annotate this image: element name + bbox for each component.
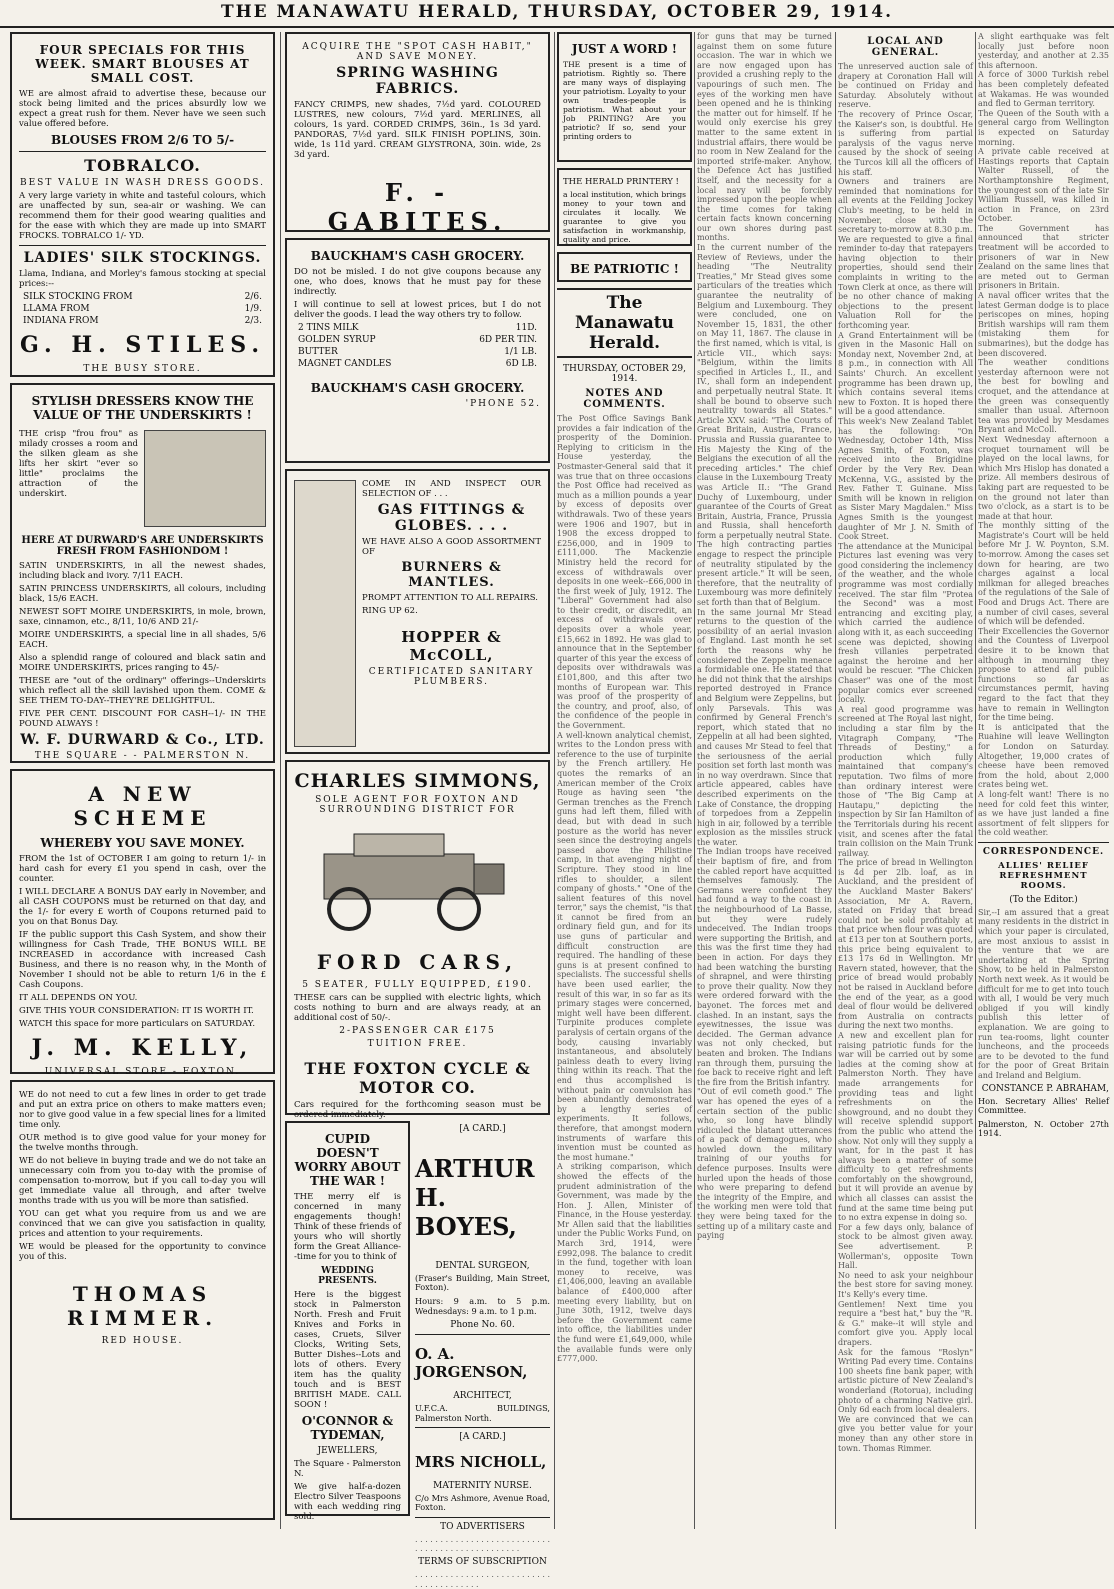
article-text: This week's New Zealand Tablet has the following: "On Wednesday, October 14th, Miss Agnes Smith, of Foxton, was received into the Brigidine Order by the Very Rev. Dean McKenna, V.G., assisted by the Rev. Father T. Guinane. Miss Smith will be known in religion as Sister Mary Magdalen." Miss Agnes Smith is the youngest daughter of Mr J. N. Smith of Cook Street. xyxy=(838,416,973,542)
cupid-title: CUPID DOESN'T WORRY ABOUT THE WAR ! xyxy=(294,1132,401,1188)
rimmer-line: WE do not believe in buying trade and we do not take an unnecessary coin from you to-day with the promise of compensation to-morrow, but if you call to-day you will get immediate value all through, and after twelve months trade with us you will be more than satisfied. xyxy=(19,1156,266,1206)
durward-heading: HERE AT DURWARD'S ARE UNDERSKIRTS FRESH FROM FASHIONDOM ! xyxy=(21,535,264,557)
advertisers-title: TO ADVERTISERS xyxy=(440,1521,525,1532)
article-text: A long-felt want! There is no need for cold feet this winter, as we have just landed a fine assortment of felt slippers for the cold weather. xyxy=(978,789,1109,838)
stiles-subtitle: THE BUSY STORE. xyxy=(83,364,202,374)
column-rule xyxy=(280,32,281,1529)
durward-name: W. F. DURWARD & Co., LTD. xyxy=(20,732,265,748)
column-3 xyxy=(557,32,692,1529)
boyes-hours: Hours: 9 a.m. to 5 p.m. Wednesdays: 9 a.m. to 1 p.m. xyxy=(415,1296,550,1316)
hopper-advert xyxy=(285,469,550,754)
bauckham-advert xyxy=(285,238,550,463)
ford-text: THESE cars can be supplied with electric lights, which costs nothing to burn and are always ready, at an additional cost of 50/-. xyxy=(294,993,541,1023)
durward-line: Also a splendid range of coloured and black satin and MOIRE UNDERSKIRTS, prices ranging to 45/- xyxy=(19,653,266,673)
price-row: GOLDEN SYRUP 6D PER TIN. xyxy=(298,335,537,345)
article-text: The Government has announced that stricter treatment will be accorded to prisoners of war in New Zealand on the same lines that are meted out to German prisoners in Britain. xyxy=(978,223,1109,291)
column-rule xyxy=(694,32,695,1529)
herald-printery-advert-2 xyxy=(557,168,692,246)
herald-printery-advert xyxy=(557,32,692,162)
blouses-title: FOUR SPECIALS FOR THIS WEEK. SMART BLOUSES AT SMALL COST. xyxy=(35,43,250,85)
article-text: No need to ask your neighbour the best store for saving money. It's Kelly's every time. xyxy=(838,1270,973,1299)
divider xyxy=(978,842,1109,843)
paper-name: The Manawatu Herald. xyxy=(557,288,692,358)
signature-role: Hon. Secretary Allies' Relief Committee. xyxy=(978,1095,1109,1116)
kelly-line: IT ALL DEPENDS ON YOU. xyxy=(19,993,138,1003)
architect: ARCHITECT, xyxy=(453,1391,512,1402)
just-a-word-text: THE present is a time of patriotism. Rightly so. There are many ways of displaying your patriotism. Loyalty to your own trades-people is patriotism. What about your Job PRINTING? Are you patriotic? If so, send your printing orders to xyxy=(563,60,686,141)
be-patriotic-text: BE PATRIOTIC ! xyxy=(570,262,679,276)
stock-row: INDIANA FROM 2/3. xyxy=(23,316,262,326)
article-text: Next Wednesday afternoon a croquet tournament will be played on the local lawns, for which Mrs Hislop has donated a prize. All members desirous of taking part are requested to be on the ground not later than two o'clock, as a start is to be made at that hour. xyxy=(978,434,1109,521)
durward-line: NEWEST SOFT MOIRE UNDERSKIRTS, in mole, brown, saxe, cinnamon, etc., 8/11, 10/6 AND 21/- xyxy=(19,607,266,627)
price-row: MAGNET CANDLES 6D LB. xyxy=(298,359,537,369)
boyes-title: DENTAL SURGEON, xyxy=(435,1260,530,1271)
cupid-sub: WEDDING PRESENTS. xyxy=(318,1266,377,1286)
boyes-name: ARTHUR H. BOYES, xyxy=(415,1153,535,1241)
local-general-title: LOCAL AND GENERAL. xyxy=(867,36,944,58)
ford-tuition: TUITION FREE. xyxy=(367,1039,468,1049)
lower-adverts xyxy=(285,1121,550,1589)
bauckham-phone: 'PHONE 52. xyxy=(465,399,541,409)
simmons-sub: SOLE AGENT FOR FOXTON AND SURROUNDING DISTRICT FOR xyxy=(315,795,520,815)
kelly-line: IF the public support this Cash System, and show their willingness for Cash Trade, THE BONUS WILL BE INCREASED in accordance with increased Cash Business, and there is no reason why, in the Month of November I should not be able to return 1/6 in the £ Cash Coupons. xyxy=(19,930,266,990)
ford-two-seater: 2-PASSENGER CAR £175 xyxy=(339,1026,496,1036)
fill-text: . . . . . . . . . . . . . . . . . . . . . . . . . . . . . . . . . . . . . . . . xyxy=(415,1569,550,1589)
allies-title: ALLIES' RELIEF REFRESHMENT ROOMS. xyxy=(998,860,1089,891)
ford-car-illustration xyxy=(294,824,524,934)
tobralco-subtitle: BEST VALUE IN WASH DRESS GOODS. xyxy=(19,178,266,188)
stockings-text: Llama, Indiana, and Morley's famous stocking at special prices:-- xyxy=(19,269,266,289)
cupid-text: THE merry elf is concerned in many engagements though! Think of these friends of yours who will shortly form the Great Alliance--time for you to think of xyxy=(294,1192,401,1262)
bauckham-text: I will continue to sell at lowest prices, but I do not deliver the goods. I lead the way others try to follow. xyxy=(294,300,541,320)
article-text: The recovery of Prince Oscar, the Kaiser's son, is doubtful. He is suffering from partial paralysis of the vagus nerve caused by the shock of seeing the Turcos kill all the officers of his staff. xyxy=(838,109,973,177)
rimmer-address: RED HOUSE. xyxy=(101,1336,184,1346)
hopper-line: COME IN AND INSPECT OUR SELECTION OF . . . xyxy=(362,479,541,499)
column-5 xyxy=(838,32,973,1529)
article-text: A well-known analytical chemist, writes to the London press with reference to the use of turpinite by the French artillery. He quotes the remarks of an American member of the Croix Rouge as having seen "the German trenches as the French guns had left them, filled with dead, but with dead in such posture as the world has never seen since the destroying angels passed above the Philistine camp, in that avenging night of Scripture. They stood in line rifles to shoulder, a silent company of ghosts." "One of the salient features of this novel terror," says the chemist, "is that it cannot be fired from an ordinary field gun, and for its use guns of particular and difficult construction are required. The handling of these guns is at present confined to specialists. The successful shells have been used earlier, the result of this war, in so far as its primary stages were concerned, might well have been different. Turpinite produces complete paralysis of certain organs of the body, causing invariably instantaneous, and absolutely painless death to every living thing within its reach. That the end thus accomplished is without pain or convulsion has been abundantly demonstrated by a lengthy series of experiments. It follows, therefore, that amongst modern instruments of warfare this invention must be counted as the most humane." xyxy=(557,730,692,1162)
kelly-name: J. M. KELLY, xyxy=(31,1035,254,1061)
kelly-advert xyxy=(10,769,275,1077)
jorgenson-name: O. A. JORGENSON, xyxy=(415,1345,528,1382)
to-editor: (To the Editor.) xyxy=(1009,894,1078,905)
rimmer-advert xyxy=(10,1080,275,1520)
oconnor-name: O'CONNOR & TYDEMAN, xyxy=(301,1414,394,1442)
signature-date: Palmerston, N. October 27th 1914. xyxy=(978,1118,1109,1139)
hopper-ring: RING UP 62. xyxy=(362,606,418,616)
just-a-word-text-2: a local institution, which brings money to your town and circulates it locally. We guarantee to give you satisfaction in workmanship, quality and price. xyxy=(563,190,686,244)
gas-lamp-illustration xyxy=(294,480,356,747)
kelly-line: WATCH this space for more particulars on SATURDAY. xyxy=(19,1019,256,1029)
cupid-advert xyxy=(285,1121,410,1522)
cycle-text: Cars required for the forthcoming season must be ordered immediately. xyxy=(294,1100,541,1120)
gabites-top: ACQUIRE THE "SPOT CASH HABIT," AND SAVE MONEY. xyxy=(302,42,533,62)
bauckham-text: DO not be misled. I do not give coupons because any one, who does, knows that he must pay for these indirectly. xyxy=(294,267,541,297)
article-text: The monthly sitting of the Magistrate's Court will be held before Mr J. W. Poynton, S.M. to-morrow. Among the cases set down for hearing, are two charges against a local milkman for alleged breaches of the regulations of the Sale of Food and Drugs Act. There are a number of civil cases, several of which will be defended. xyxy=(978,521,1109,627)
tobralco-title: TOBRALCO. xyxy=(84,156,201,175)
herald-signature: THE HERALD PRINTERY ! xyxy=(563,177,679,187)
article-text: for guns that may be turned against them on some future occasion. The war in which we are now engaged upon has provided a crushing reply to the vapourings of such men. The eyes of the working men have been opened and he is thinking the matter out for himself. If he would only exercise his grey matter to the same extent in industrial affairs, there would be no room in New Zealand for the imported strife-maker. Anyhow, the Defence Act has justified itself, and the necessity for a local navy will be forcibly impressed upon the people when the time comes for taking certain facts known concerning our own shores during past months. xyxy=(697,32,832,243)
stockings-title: LADIES' SILK STOCKINGS. xyxy=(23,250,262,266)
blouses-price: BLOUSES FROM 2/6 TO 5/- xyxy=(50,133,235,147)
durward-line: MOIRE UNDERSKIRTS, a special line in all shades, 5/6 EACH. xyxy=(19,630,266,650)
article-text: A new and excellent plan for raising patriotic funds for the war will be carried out by some ladies at the coming show at Palmerston North. They have made arrangements for providing teas and light refreshments on the showground, and no doubt they will receive splendid support from the public who attend the show. Not only will they supply a want, for in the past it has always been a matter of some difficulty to get refreshments comfortably on the showground, but it will provide an avenue by which all classes can assist the fund at the same time being put to no extra expense in doing so. xyxy=(838,1030,973,1223)
article-text: In the current number of the Review of Reviews, under the heading "The Neutrality Treaties," Mr Stead gives some particulars of the treaties which guarantee the neutrality of Belgium and Luxembourg. They were concluded, one on November 15, 1831, the other on May 11, 1867. The clause in the first named, which is vital, is Article VII., which says: "Belgium, within the limits specified in Articles I., II., and IV., shall form an independent and perpetually neutral State. It shall be bound to observe such neutrality towards all States." Article XXV. said: "The Courts of Great Britain, Austria, France, Prussia and Russia guarantee to His Majesty the King of the Belgians the execution of all the preceding articles." The chief clause in the Luxembourg Treaty was Article II.: "The Grand Duchy of Luxembourg, under guarantee of the Courts of Great Britain, Austria, France, Prussia and Russia, shall henceforth form a perpetually neutral State. The high contracting parties engage to respect the principle of neutrality stipulated by the present article." It will be seen, therefore, that the neutrality of Luxembourg was more definitely set forth than that of Belgium. xyxy=(697,243,832,608)
article-text: The attendance at the Municipal Pictures last evening was very good considering the inclemency of the weather, and the whole programme was most cordially received. The star film "Protea the Second" was a most entrancing and exciting play, which carried the audience along with it, as each succeeding scene was depicted, showing fresh villanies perpetrated against the heroine and her would be rescuer. "The Chicken Chaser" was one of the most popular comics ever screened locally. xyxy=(838,541,973,705)
date-line: THURSDAY, OCTOBER 29, 1914. xyxy=(562,364,686,384)
stock-row: SILK STOCKING FROM 2/6. xyxy=(23,292,262,302)
column-6 xyxy=(978,32,1109,1529)
stiles-advert xyxy=(10,32,275,377)
cards-column xyxy=(415,1121,550,1589)
hopper-title: GAS FITTINGS & GLOBES. . . . xyxy=(377,502,526,534)
article-text: Sir,--I am assured that a great many residents in the district in which your paper is circulated, are most anxious to assist in the venture that we are undertaking at the Spring Show, to be held in Palmerston North next week. As it would be difficult for me to get into touch with all, I would be very much obliged if you will kindly publish this letter of explanation. We are going to run tea-rooms, light counter luncheons, and the proceeds are to be devoted to the fund for the poor of Great Britain and Ireland and Belgium. xyxy=(978,907,1109,1080)
article-text: The unreserved auction sale of drapery at Coronation Hall will be continued on Friday and Saturday. Absolutely without reserve. xyxy=(838,62,973,110)
rimmer-line: WE do not need to cut a few lines in order to get trade and put an extra price on others to make matters even; nor to give good value in a few special lines for a limited time only. xyxy=(19,1090,266,1130)
price-row: 2 TINS MILK 11D. xyxy=(298,323,537,333)
article-text: It is anticipated that the Ruahine will leave Wellington for London on Saturday. Altogether, 19,000 crates of cheese have been removed from the hold, about 2,000 crates being wet. xyxy=(978,722,1109,790)
blouses-text: WE are almost afraid to advertise these, because our stock being limited and the prices absurdly low we expect a great rush for them. Never have we seen such value offered before. xyxy=(19,89,266,129)
kelly-subtitle: WHEREBY YOU SAVE MONEY. xyxy=(40,836,245,850)
article-text: Owners and trainers are reminded that nominations for all events at the Feilding Jockey Club's meeting, to be held in November, close with the secretary to-morrow at 8.30 p.m. xyxy=(838,177,973,235)
divider xyxy=(415,1427,550,1428)
kelly-line: FROM the 1st of OCTOBER I am going to return 1/- in hard cash for every £1 you spend in cash, over the counter. xyxy=(19,854,266,884)
rimmer-name: THOMAS RIMMER. xyxy=(66,1282,219,1330)
article-text: A private cable received at Hastings reports that Captain Walter Russell, of the Northamptonshire Regiment, the youngest son of the late Sir William Russell, was killed in action in France, on 23rd October. xyxy=(978,147,1109,224)
gabites-text: FANCY CRIMPS, new shades, 7½d yard. COLOURED LUSTRES, new colours, 7½d yard. MERLINES, all colours, 1s yard. CORDED CRIMPS, 36in., 1s 3d yard. PANDORAS, 7½d yard. SILK FINISH POPLINS, 30in. wide, 1s 11d yard. CREAM GLYSTRONA, 30in. wide, 2s 3d yard. xyxy=(294,100,541,160)
hopper-title2: BURNERS & MANTLES. xyxy=(401,560,502,590)
stiles-name: G. H. STILES. xyxy=(20,332,265,358)
kelly-line: I WILL DECLARE A BONUS DAY early in November, and all CASH COUPONS must be returned on that day, and the 1/- for every £ worth of Coupons returned paid to you on that Bonus Day. xyxy=(19,887,266,927)
masthead: THE MANAWATU HERALD, THURSDAY, OCTOBER 29, 1914. xyxy=(0,0,1114,28)
stock-row: LLAMA FROM 1/9. xyxy=(23,304,262,314)
be-patriotic xyxy=(557,252,692,282)
dressers-title: STYLISH DRESSERS KNOW THE VALUE OF THE UNDERSKIRTS ! xyxy=(31,394,254,422)
article-text: Ask for the famous "Roslyn" Writing Pad every time. Contains 100 sheets fine bank paper, with artistic picture of New Zealand's wonderland (Rotorua), including photo of a charming Native girl. Only 6d each from local dealers. xyxy=(838,1347,973,1415)
hopper-sub: WE HAVE ALSO A GOOD ASSORTMENT OF xyxy=(362,537,541,557)
durward-line: THESE are "out of the ordinary" offerings--Underskirts which reflect all the skill lavished upon them. COME & SEE THEM TO-DAY--THEY'RE DELIGHTFUL. xyxy=(19,676,266,706)
bauckham-title: BAUCKHAM'S CASH GROCERY. xyxy=(310,249,525,263)
jewellers: JEWELLERS, xyxy=(317,1446,378,1456)
column-rule xyxy=(554,32,555,1529)
article-text: A naval officer writes that the latest German dodge is to place periscopes on mines, hoping British warships will ram them (mistaking them for submarines), but the dodge has been discovered. xyxy=(978,291,1109,358)
hopper-trade: CERTIFICATED SANITARY PLUMBERS. xyxy=(368,667,535,687)
just-a-word-title: JUST A WORD ! xyxy=(571,42,678,56)
kelly-line: GIVE THIS YOUR CONSIDERATION: IT IS WORTH IT. xyxy=(19,1006,254,1016)
article-text: For a few days only, balance of stock to be almost given away. See advertisement. P. Wollerman's, opposite Town Hall. xyxy=(838,1222,973,1271)
boyes-phone: Phone No. 60. xyxy=(450,1320,515,1331)
gabites-title: SPRING WASHING FABRICS. xyxy=(336,65,499,97)
divider xyxy=(19,245,266,246)
article-text: The Post Office Savings Bank provides a fair indication of the prosperity of the Dominion. Replying to criticism in the House yesterday, the Postmaster-General said that it was true that on three occasions the Post Office had received as much as a million pounds a year by excess of deposits over withdrawals. Two of these years were 1906 and 1907, but in 1908 the excess dropped to £256,000, and in 1909 to £111,000. The Mackenzie Ministry held the record for excess of withdrawals over deposits in one week--£66,000 in the first week of July, 1912. The "Liberal" Government had also to their credit, or discredit, an excess of withdrawals over deposits over a whole year, £15,662 in 1892. He was glad to announce that in the September quarter of this year the excess of deposits over withdrawals was £101,800, and this after two months of European war. This was proof of the prosperity of the country, and proof, also, of the confidence of the people in the Government. xyxy=(557,414,692,730)
hopper-name: HOPPER & McCOLL, xyxy=(401,628,502,664)
article-text: A striking comparison, which showed the effects of the prudent administration of the Government, was made by the Hon. J. Allen, Minister of Finance, in the House yesterday. Mr Allen said that the liabilities under the Public Works Fund, on March 3rd, 1914, were £992,098. The balance to credit in the fund, together with loan money to receive, was £1,406,000, leaving an available balance of £400,000 after meeting every liability, but on June 30th, 1912, twelve days before the Government came into office, the liabilities under the fund were £1,649,000, while the available funds were only £777,000. xyxy=(557,1162,692,1364)
durward-line: SATIN PRINCESS UNDERSKIRTS, all colours, including black, 15/6 EACH. xyxy=(19,584,266,604)
kelly-title: A NEW SCHEME xyxy=(73,782,212,830)
article-text: The Queen of the South with a general cargo from Wellington is expected on Saturday morning. xyxy=(978,108,1109,147)
simmons-name: CHARLES SIMMONS, xyxy=(294,770,541,792)
divider xyxy=(415,1517,550,1518)
durward-address: THE SQUARE - - PALMERSTON N. xyxy=(34,751,251,761)
column-1 xyxy=(10,32,275,1529)
ford-title: FORD CARS, xyxy=(316,950,519,974)
jorgenson-address: U.F.C.A. BUILDINGS, Palmerston North. xyxy=(415,1403,550,1423)
nicholl-name: MRS NICHOLL, xyxy=(415,1452,547,1471)
article-text: The Indian troops have received their baptism of fire, and from the cabled report have acquitted themselves famously. The Germans were confident they had found a way to the coast in the neighbourhood of La Basse, but they were rudely undeceived. The Indian troops were supporting the British, and this was the first time they had been in action. For days they had been watching the bursting of shrapnel, and were thirsting to prove their quality. Now they were ordered forward with the bayonet. The forces met and clashed. In an instant, says the eyewitnesses, the issue was decided. The German advance was not only checked, but beaten and broken. The Indians ran through them, pursuing the foe back to receive right and left the fire from the British infantry. xyxy=(697,847,832,1087)
rimmer-line: WE would be pleased for the opportunity to convince you of this. xyxy=(19,1242,266,1262)
article-text: A Grand Entertainment will be given in the Masonic Hall on Monday next, November 2nd, at 8 p.m., in connection with All Saints' Church. An excellent programme has been drawn up, which contains several items new to Foxton. It is hoped there will be a good attendance. xyxy=(838,330,973,417)
article-text: The weather conditions yesterday afternoon were not the best for bowling and croquet, and the attendance at the green was consequently smaller than usual. Afternoon tea was provided by Mesdames Bryant and McColl. xyxy=(978,358,1109,435)
article-text: We are requested to give a final reminder to-day that ratepayers having objection to their properties, should send their complaints in writing to the Town Clerk at once, as there will be no other chance of making objections to the present Valuation Roll for the forthcoming year. xyxy=(838,234,973,331)
divider xyxy=(19,151,266,152)
card-label: [A CARD.] xyxy=(459,1124,506,1134)
card-label: [A CARD.] xyxy=(459,1432,506,1443)
dressers-text: THE crisp "frou frou" as milady crosses a room and the silken gleam as she lifts her skirt "ever so little" proclaims the attraction of the underskirt. xyxy=(19,429,138,499)
article-text: A slight earthquake was felt locally just before noon yesterday, and another at 2.35 this afternoon. xyxy=(978,32,1109,70)
article-text: A force of 3000 Turkish rebel has been completely defeated at Wakamas. He was wounded and fled to German territory. xyxy=(978,70,1109,109)
durward-line: SATIN UNDERSKIRTS, in all the newest shades, including black and ivory. 7/11 EACH. xyxy=(19,561,266,581)
ford-sub: 5 SEATER, FULLY EQUIPPED, £190. xyxy=(302,980,533,990)
fill-text: . . . . . . . . . . . . . . . . . . . . . . . . . . . . . . . . . . . . . . . . . . . . . . . . xyxy=(415,1534,550,1554)
oconnor-text: We give half-a-dozen Electro Silver Teaspoons with each wedding ring sold. xyxy=(294,1482,401,1522)
notes-title: NOTES AND COMMENTS. xyxy=(583,388,666,410)
correspondence-title: CORRESPONDENCE. xyxy=(982,846,1105,857)
cupid-text2: Here is the biggest stock in Palmerston North. Fresh and Fruit Knives and Forks in cases, Cruets, Silver Clocks, Writing Sets, Butter Dishes--Lots and lots of others. Every item has the quality touch and is BEST BRITISH MADE. CALL SOON ! xyxy=(294,1290,401,1410)
column-2 xyxy=(285,32,550,1589)
kelly-address: UNIVERSAL STORE - FOXTON. xyxy=(44,1067,241,1077)
gabites-advert xyxy=(285,32,550,236)
ladies-illustration xyxy=(144,430,266,527)
rimmer-line: OUR method is to give good value for your money for the twelve months through. xyxy=(19,1133,266,1153)
column-4 xyxy=(697,32,832,1529)
article-text: "Out of evil cometh good." The war has opened the eyes of a certain section of the public who, so long have blindly ridiculed the blatant utterances of a pack of demagogues, who howled down the military training of our youths for defence purposes. Insults were hurled upon the heads of those who were preparing to defend the integrity of the Empire, and the working men were told that they were being taxed for the setting up of a military caste and paying xyxy=(697,1087,832,1241)
article-text: Their Excellencies the Governor and the Countess of Liverpool desire it to be known that although in mourning they propose to attend all public functions so far as circumstances permit, having regard to the fact that they have to remain in Wellington for the time being. xyxy=(978,626,1109,723)
hopper-sub2: PROMPT ATTENTION TO ALL REPAIRS. xyxy=(362,593,538,603)
nurse: MATERNITY NURSE. xyxy=(433,1480,532,1491)
article-text: The price of bread in Wellington is 4d per 2lb. loaf, as in Auckland, and the president of the Auckland Master Bakers' Association, Mr A. Ravern, stated on Friday that bread could not be sold profitably at that price when flour was quoted at £13 per ton at Southern ports, this price being equivalent to £13 17s 6d in Wellington. Mr Ravern stated, however, that the price of bread would probably not be raised in Auckland before the end of the year, as a good deal of flour would be delivered from Australia on contracts during the next two months. xyxy=(838,858,973,1031)
bauckham-name: BAUCKHAM'S CASH GROCERY. xyxy=(310,381,525,395)
signature: CONSTANCE P. ABRAHAM, xyxy=(981,1083,1109,1094)
nicholl-address: C/o Mrs Ashmore, Avenue Road, Foxton. xyxy=(415,1492,550,1513)
oconnor-address: The Square - Palmerston N. xyxy=(294,1459,401,1479)
durward-advert xyxy=(10,383,275,763)
gabites-name: F. - GABITES. xyxy=(327,178,508,236)
subscription-title: TERMS OF SUBSCRIPTION xyxy=(418,1556,547,1567)
article-text: A real good programme was screened at The Royal last night, including a star film by the Vitagraph Company, "The Threads of Destiny," a production which fully maintained that company's reputation. Two films of more than ordinary interest were those of "The Big Camp at Hautapu," depicting the inspection by Sir Ian Hamilton of the Territorials during his recent visit, and scenes after the fatal train collision on the Main Trunk railway. xyxy=(838,704,973,858)
article-text: Gentlemen! Next time you require a "best hat," buy the "R. & G." make--it will style and comfort give you. Apply local drapers. xyxy=(838,1299,973,1347)
simmons-advert xyxy=(285,760,550,1120)
column-rule xyxy=(835,32,836,1529)
divider xyxy=(415,1334,550,1335)
column-rule xyxy=(975,32,976,1529)
boyes-address: (Fraser's Building, Main Street, Foxton). xyxy=(415,1272,550,1293)
article-text: In the same journal Mr Stead returns to the question of the possibility of an aerial invasion of England. Last month he set forth the reasons why he considered the Zeppelin menace a formidable one. He stated that he did not think that the airships reported destroyed in France and Belgium were Zeppelins, but only Parsevals. This was confirmed by General French's report, which stated that no Zeppelin at all had been sighted, and causes Mr Stead to feel that the seriousness of the aerial position set forth last month was in no way overdrawn. Since that article appeared, cables have described experiments on the Lake of Constance, the dropping of torpedoes from a Zeppelin high in air, followed by a terrible explosion as the missiles struck the water. xyxy=(697,607,832,847)
rimmer-line: YOU can get what you require from us and we are convinced that we can give you satisfaction in quality, prices and attention to your requirements. xyxy=(19,1209,266,1239)
durward-line: FIVE PER CENT. DISCOUNT FOR CASH--1/- IN THE POUND ALWAYS ! xyxy=(19,709,266,729)
tobralco-text: A very large variety in white and tasteful colours, which are unaffected by sun, sea-air or washing. We can recommend them for their good wearing qualities and for the ease with which they are made up into SMART FROCKS. TOBRALCO 1/- YD. xyxy=(19,191,266,241)
article-text: We are convinced that we can give you better value for your money than any other store in town. Thomas Rimmer. xyxy=(838,1414,973,1453)
price-row: BUTTER 1/1 LB. xyxy=(298,347,537,357)
cycle-name: THE FOXTON CYCLE & MOTOR CO. xyxy=(304,1059,531,1097)
